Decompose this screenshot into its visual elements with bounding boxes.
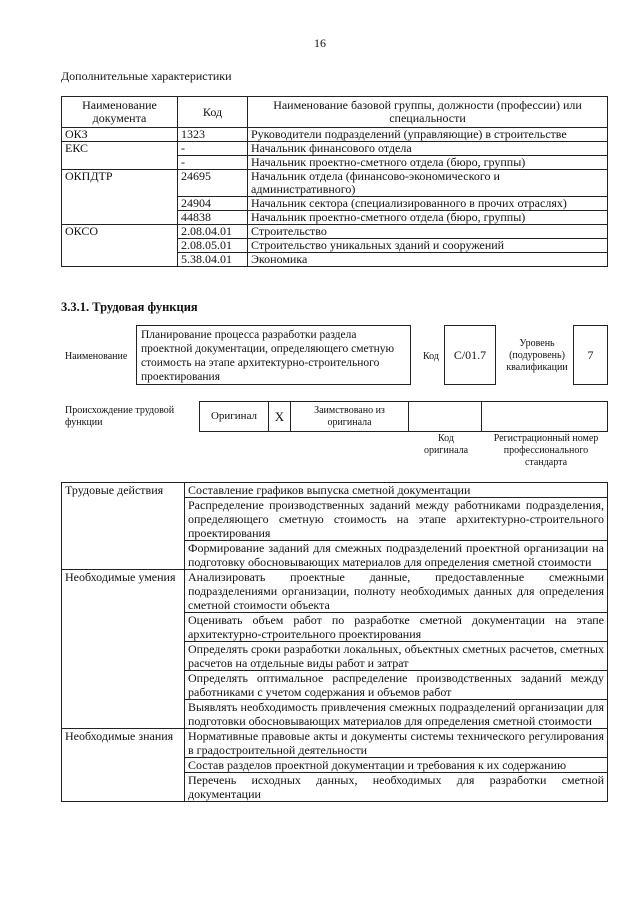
item-cell: Анализировать проектные данные, предоставленные смежными подразделениями организации, полноту необходимых данных для определения сметной стоимости объекта xyxy=(185,570,608,613)
code-cell: 1323 xyxy=(178,128,248,142)
function-name-box: Планирование процесса разработки раздела проектной документации, определяющего сметную стоимость на этапе архитектурно-строительного проектирования xyxy=(136,325,411,385)
code-label: Код xyxy=(423,351,439,362)
item-cell: Составление графиков выпуска сметной документации xyxy=(185,483,608,498)
item-cell: Состав разделов проектной документации и требования к их содержанию xyxy=(185,758,608,773)
name-label: Наименование xyxy=(65,351,128,362)
header-name: Наименование базовой группы, должности (профессии) или специальности xyxy=(248,97,608,128)
name-cell: Начальник отдела (финансово-экономического и административного) xyxy=(248,170,608,197)
name-cell: Начальник финансового отдела xyxy=(248,142,608,156)
code-cell: 24904 xyxy=(178,197,248,211)
doc-cell: ЕКС xyxy=(62,142,178,170)
code-cell: 44838 xyxy=(178,211,248,225)
original-box: Оригинал xyxy=(199,401,269,432)
name-cell: Начальник проектно-сметного отдела (бюро, группы) xyxy=(248,156,608,170)
item-cell: Определять оптимальное распределение производственных заданий между работниками с учетом содержания и объемов работ xyxy=(185,671,608,700)
item-cell: Перечень исходных данных, необходимых для разработки сметной документации xyxy=(185,773,608,802)
page-number: 16 xyxy=(314,36,326,50)
item-cell: Распределение производственных заданий между работниками подразделения, определяющего сметную стоимость на этапе архитектурно-строительного проектирования xyxy=(185,498,608,541)
doc-cell: ОКСО xyxy=(62,225,178,267)
name-cell: Руководители подразделений (управляющие) в строительстве xyxy=(248,128,608,142)
borrowed-box: Заимствовано из оригинала xyxy=(290,401,409,432)
name-cell: Строительство уникальных зданий и сооружений xyxy=(248,239,608,253)
item-cell: Нормативные правовые акты и документы системы технического регулирования в градостроительной деятельности xyxy=(185,729,608,758)
group-label: Необходимые умения xyxy=(62,570,185,729)
table-row xyxy=(62,170,608,197)
table-row xyxy=(62,570,608,613)
table-row xyxy=(62,142,608,156)
level-box: 7 xyxy=(573,325,608,385)
additional-characteristics-title: Дополнительные характеристики xyxy=(61,69,232,83)
item-cell: Формирование заданий для смежных подразделений проектной организации на подготовку обосновывающих материалов для определения сметной стоимости xyxy=(185,541,608,570)
name-cell: Строительство xyxy=(248,225,608,239)
reg-number-label: Регистрационный номер профессионального стандарта xyxy=(493,433,599,468)
table-row xyxy=(62,483,608,498)
item-cell: Определять сроки разработки локальных, объектных сметных расчетов, сметных расчетов на отдельные виды работ и затрат xyxy=(185,642,608,671)
code-original-label: Код оригинала xyxy=(423,433,469,456)
labor-function-table xyxy=(61,482,608,802)
group-label: Необходимые знания xyxy=(62,729,185,802)
function-code-box: C/01.7 xyxy=(444,325,496,385)
group-label: Трудовые действия xyxy=(62,483,185,570)
code-cell: 24695 xyxy=(178,170,248,197)
table-row xyxy=(62,225,608,239)
doc-cell: ОКПДТР xyxy=(62,170,178,225)
code-cell: - xyxy=(178,156,248,170)
code-cell: - xyxy=(178,142,248,156)
table-row xyxy=(62,729,608,758)
table-row xyxy=(62,128,608,142)
reg-number-box xyxy=(481,401,608,432)
function-heading: 3.3.1. Трудовая функция xyxy=(61,300,198,314)
name-cell: Экономика xyxy=(248,253,608,267)
item-cell: Оценивать объем работ по разработке сметной документации на этапе архитектурно-строительного проектирования xyxy=(185,613,608,642)
code-cell: 5.38.04.01 xyxy=(178,253,248,267)
origin-label: Происхождение трудовой функции xyxy=(65,405,175,428)
code-cell: 2.08.04.01 xyxy=(178,225,248,239)
header-code: Код xyxy=(178,97,248,128)
additional-characteristics-table xyxy=(61,96,608,267)
code-original-box xyxy=(408,401,482,432)
name-cell: Начальник проектно-сметного отдела (бюро, группы) xyxy=(248,211,608,225)
doc-cell: ОКЗ xyxy=(62,128,178,142)
code-cell: 2.08.05.01 xyxy=(178,239,248,253)
level-label: Уровень (подуровень) квалификации xyxy=(506,338,568,373)
item-cell: Выявлять необходимость привлечения смежных подразделений организации для подготовки обосновывающих материалов для определения сметной стоимости xyxy=(185,700,608,729)
table-header-row xyxy=(62,97,608,128)
header-doc: Наименование документа xyxy=(62,97,178,128)
original-mark: X xyxy=(268,401,291,432)
name-cell: Начальник сектора (специализированного в прочих отраслях) xyxy=(248,197,608,211)
